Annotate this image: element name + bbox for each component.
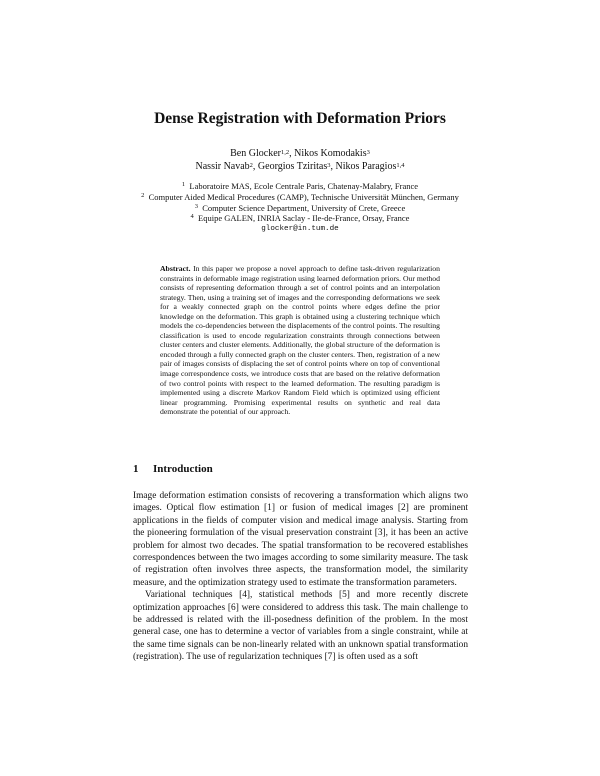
author-name: Georgios Tziritas [257, 161, 328, 172]
body-text [133, 490, 468, 664]
section-heading [133, 463, 213, 475]
section-title: Introduction [153, 463, 213, 475]
author-affil-sup: 3 [366, 149, 370, 156]
affiliation-number: 2 [141, 191, 145, 199]
author-name: Nikos Komodakis [294, 148, 367, 159]
author-name: Nassir Navab [195, 161, 250, 172]
abstract-text: In this paper we propose a novel approach to define task-driven regularization constraints in deformable image registration using learned deformation priors. Our method consists of representing deformation through a set of control points and an interpolation strategy. Then, using a training set of images and the corresponding deformations we seek for a weakly connected graph on the control points where edges define the prior knowledge on the deformation. This graph is obtained using a clustering technique which models the co-dependencies between the displacements of the control points. The resulting classification is used to encode regularization constraints through connections between cluster centers and cluster elements. Additionally, the global structure of the deformation is encoded through a fully connected graph on the cluster centers. Then, registration of a new pair of images consists of displacing the set of control points where on top of conventional image correspondence costs, we introduce costs that are based on the relative deformation of two control points with respect to the learned deformation. The resulting paradigm is implemented using a discrete Markov Random Field which is optimized using efficient linear programming. Promising experimental results on synthetic and real data demonstrate the potential of our approach. [160, 264, 441, 417]
paragraph: Image deformation estimation consists of recovering a transformation which aligns two images. Optical flow estimation [1] or fusion of medical images [2] are prominent applications in the fields of computer vision and medical image analysis. Starting from the pioneering formulation of the visual preservation constraint [3], it has been an active problem for almost two decades. The spatial transformation to be recovered establishes correspondences between the two images according to some similarity measure. The task of registration often involves three aspects, the transformation model, the similarity measure, and the optimization strategy used to estimate the transformation parameters. [133, 491, 468, 588]
affiliation-text: Laboratoire MAS, Ecole Centrale Paris, Chatenay-Malabry, France [189, 181, 419, 191]
abstract [160, 264, 440, 417]
affiliation-item [0, 181, 600, 192]
author-line-2: Nassir Navab$^2$, Georgios Tziritas$^3$, Nikos Paragios$^{1,4}$ [195, 161, 405, 172]
affiliation-text: Equipe GALEN, INRIA Saclay - Ile-de-France, Orsay, France [198, 213, 410, 224]
contact-email: glocker@in.tum.de [261, 225, 339, 234]
affiliation-item [0, 192, 600, 203]
affiliation-item [0, 203, 600, 214]
author-line-1: Ben Glocker$^{1,2}$, Nikos Komodakis$^3$ [230, 148, 370, 159]
author-affil-sup: 3 [327, 162, 331, 169]
author-list [0, 147, 600, 173]
author-affil-sup: 1,2 [280, 149, 290, 156]
affiliation-list [0, 181, 600, 235]
author-name: Ben Glocker [230, 148, 281, 159]
affiliation-number: 1 [181, 181, 186, 188]
author-affil-sup: 2 [249, 162, 253, 169]
affiliation-text: Computer Science Department, University of Crete, Greece [202, 202, 406, 213]
author-name: Nikos Paragios [335, 161, 397, 172]
paper-title: Dense Registration with Deformation Priors [154, 110, 446, 127]
affiliation-number: 3 [194, 202, 198, 210]
affiliation-item [0, 213, 600, 224]
section-number: 1 [133, 463, 139, 475]
paragraph: Variational techniques [4], statistical methods [5] and more recently discrete optimization approaches [6] were considered to address this task. The main challenge to be addressed is related with the ill-posedness definition of the problem. In the most general case, one has to determine a vector of variables from a single constraint, while at the same time signals can be non-linearly related with an unknown spatial transformation (registration). The use of regularization techniques [7] is often used as a soft [133, 590, 468, 663]
affiliation-text: Computer Aided Medical Procedures (CAMP), Technische Universität München, Germany [148, 191, 459, 202]
abstract-label: Abstract. [160, 264, 191, 273]
author-affil-sup: 1,4 [396, 162, 405, 169]
affiliation-number: 4 [190, 213, 194, 221]
